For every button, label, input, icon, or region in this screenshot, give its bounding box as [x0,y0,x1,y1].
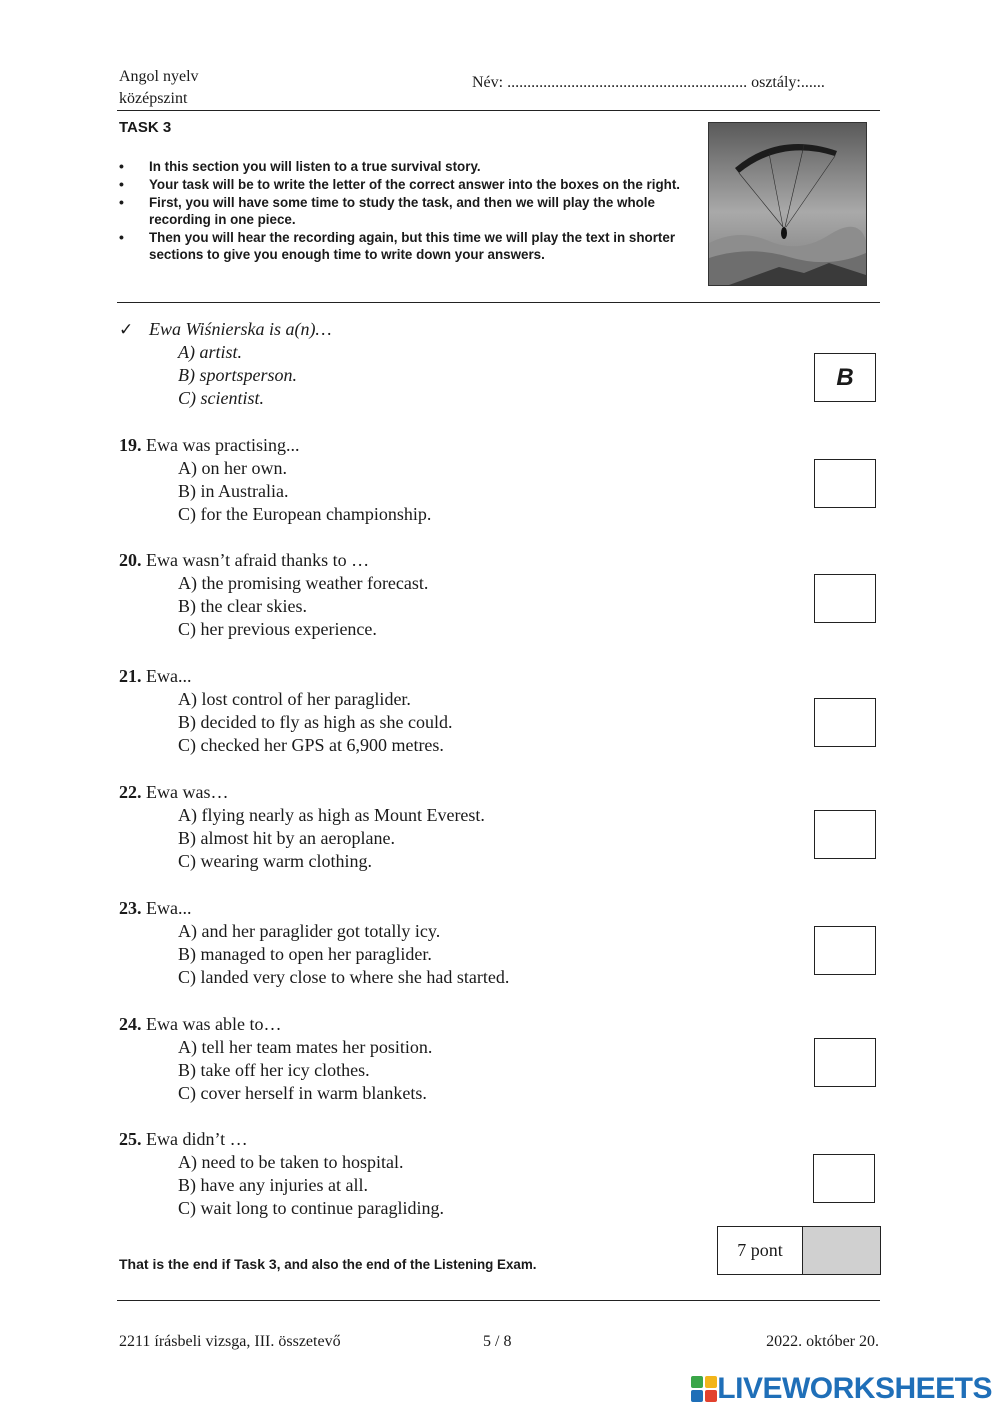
end-note-main: That is the end if Task 3, [119,1256,281,1272]
question-number: 23. [119,898,142,918]
answer-box-20[interactable] [814,574,876,623]
end-note-rest: and also the end of the Listening Exam. [280,1257,537,1272]
option-a: A) lost control of her paraglider. [178,689,411,709]
question-22 [119,781,485,873]
logo-wordmark: LIVEWORKSHEETS [717,1372,992,1405]
instruction-item: • Your task will be to write the letter of the correct answer into the boxes on the right. [119,176,684,193]
question-24 [119,1013,432,1105]
score-box [717,1226,881,1275]
example-answer-box: B [814,353,876,402]
example-option-c: C) scientist. [178,388,264,408]
answer-box-24[interactable] [814,1038,876,1087]
task-title: TASK 3 [119,119,172,136]
name-class-field: Név: ............................................................ osztály:...... [472,74,825,91]
option-b: B) the clear skies. [178,596,307,616]
option-c: C) wait long to continue paragliding. [178,1198,444,1218]
option-b: B) take off her icy clothes. [178,1060,370,1080]
example-stem: Ewa Wiśnierska is a(n)… [149,319,332,339]
score-label: 7 pont [718,1227,803,1274]
header-subject-block [119,66,199,110]
footer-divider [117,1300,880,1301]
option-c: C) cover herself in warm blankets. [178,1083,427,1103]
question-number: 22. [119,782,142,802]
option-a: A) and her paraglider got totally icy. [178,921,441,941]
option-b: B) decided to fly as high as she could. [178,712,453,732]
example-question [119,318,332,410]
question-19 [119,434,431,526]
section-divider [117,302,880,303]
option-a: A) tell her team mates her position. [178,1037,433,1057]
header-level: középszint [119,90,188,107]
option-c: C) wearing warm clothing. [178,851,372,871]
option-a: A) on her own. [178,458,287,478]
score-field [803,1227,880,1274]
question-stem: Ewa didn’t … [146,1129,248,1149]
answer-box-21[interactable] [814,698,876,747]
question-number: 19. [119,435,142,455]
instructions-list [119,158,684,264]
option-b: B) in Australia. [178,481,289,501]
paraglider-image [709,123,866,285]
question-23 [119,897,509,989]
option-c: C) for the European championship. [178,504,432,524]
example-option-a: A) artist. [178,342,243,362]
question-stem: Ewa was practising... [146,435,300,455]
answer-box-25[interactable] [813,1154,875,1203]
liveworksheets-logo[interactable] [691,1372,992,1406]
instruction-item: • First, you will have some time to study the task, and then we will play the whole recording in one piece. [119,194,684,228]
question-stem: Ewa wasn’t afraid thanks to … [146,550,370,570]
paraglider-photo [708,122,867,286]
option-a: A) the promising weather forecast. [178,573,429,593]
liveworksheets-grid-icon [691,1376,717,1402]
footer-date: 2022. október 20. [766,1333,879,1350]
option-b: B) almost hit by an aeroplane. [178,828,395,848]
page-number: 5 / 8 [483,1333,512,1350]
option-c: C) checked her GPS at 6,900 metres. [178,735,444,755]
option-c: C) landed very close to where she had started. [178,967,510,987]
end-note [119,1256,537,1272]
option-a: A) flying nearly as high as Mount Everest. [178,805,485,825]
option-a: A) need to be taken to hospital. [178,1152,404,1172]
question-stem: Ewa... [146,898,192,918]
option-b: B) managed to open her paraglider. [178,944,432,964]
footer-exam-code: 2211 írásbeli vizsga, III. összetevő [119,1333,341,1350]
answer-box-23[interactable] [814,926,876,975]
question-number: 25. [119,1129,142,1149]
question-25 [119,1128,444,1220]
option-c: C) her previous experience. [178,619,377,639]
question-number: 20. [119,550,142,570]
instruction-item: • In this section you will listen to a true survival story. [119,158,684,175]
question-stem: Ewa... [146,666,192,686]
question-number: 24. [119,1014,142,1034]
header-subject: Angol nyelv [119,68,199,85]
question-20 [119,549,428,641]
checkmark-icon: ✓ [119,320,134,339]
question-stem: Ewa was able to… [146,1014,282,1034]
answer-box-19[interactable] [814,459,876,508]
question-stem: Ewa was… [146,782,229,802]
answer-box-22[interactable] [814,810,876,859]
instruction-item: • Then you will hear the recording again, but this time we will play the text in shorter sections to give you enough time to write down your answers. [119,229,684,263]
question-number: 21. [119,666,142,686]
header-divider [117,110,880,111]
option-b: B) have any injuries at all. [178,1175,368,1195]
question-21 [119,665,452,757]
example-option-b: B) sportsperson. [178,365,298,385]
